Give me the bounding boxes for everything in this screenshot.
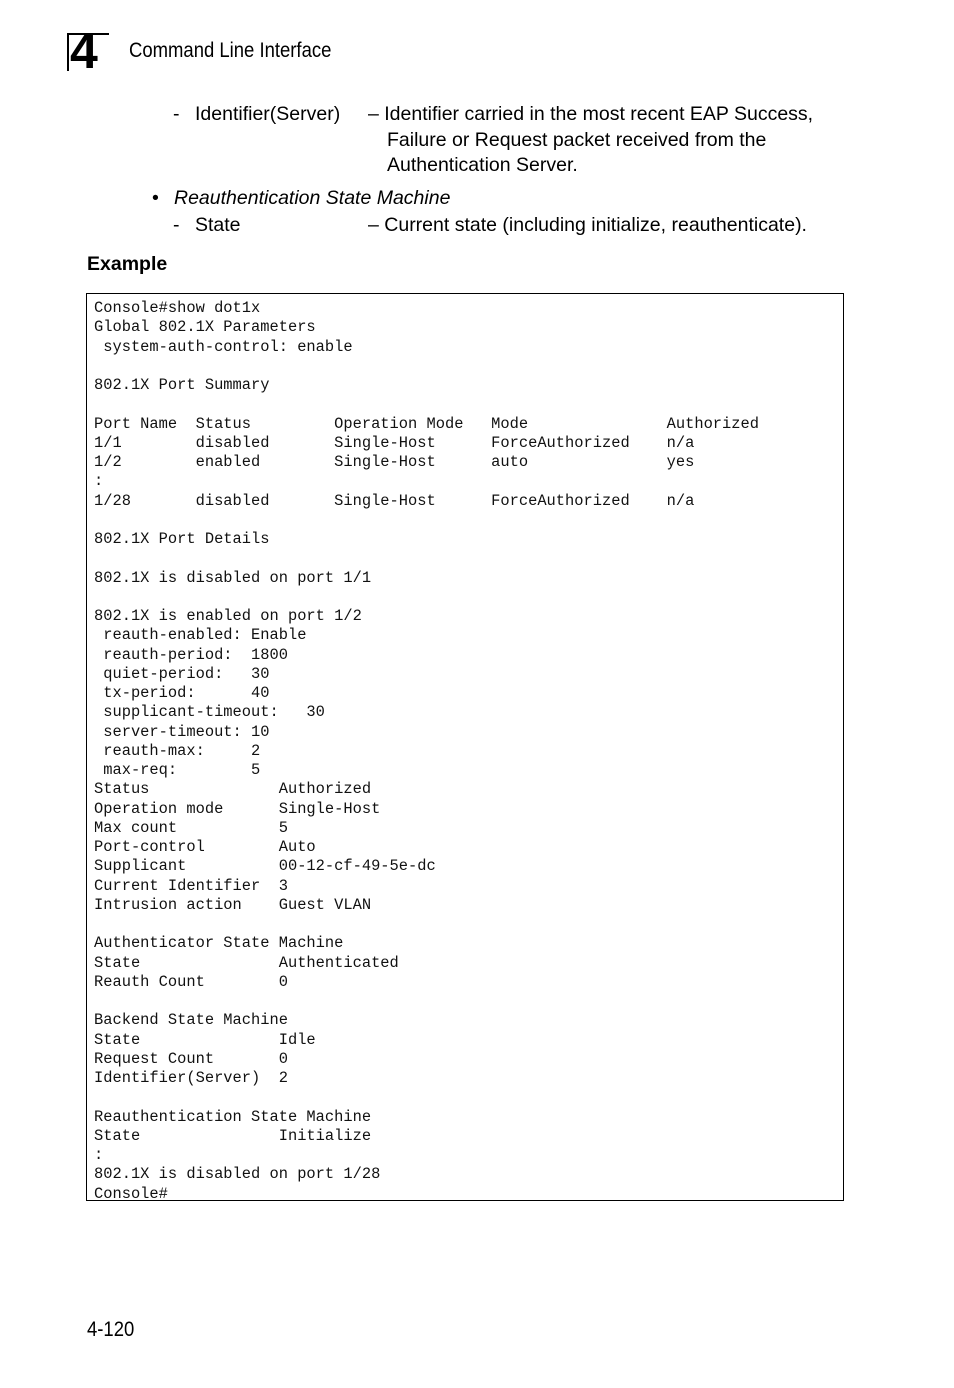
identifier-item-dash: -	[173, 103, 180, 125]
identifier-item-desc-line-3: Authentication Server.	[387, 154, 578, 176]
state-item-dash: -	[173, 214, 180, 236]
page-number: 4-120	[87, 1318, 135, 1341]
chapter-number: 4	[70, 23, 98, 79]
state-item-desc: – Current state (including initialize, reauthenticate).	[368, 214, 807, 236]
identifier-item-term: Identifier(Server)	[195, 103, 341, 125]
code-example-box	[86, 293, 844, 1201]
example-heading: Example	[87, 253, 168, 275]
code-example-text: Console#show dot1x Global 802.1X Parameters system-auth-control: enable 802.1X Port Summary Port Name Status Operation Mode Mode Authorized 1/1 disabled Single-Host ForceAuthorized n/a 1/2 enabled Single-Host auto yes : 1/28 disabled Single-Host ForceAuthorized n/a 802.1X Port Details 802.1X is disabled on port 1/1 802.1X is enabled on port 1/2 reauth-enabled: Enable reauth-period: 1800 quiet-period: 30 tx-period: 40 supplicant-timeout: 30 server-timeout: 10 reauth-max: 2 max-req: 5 Status Authorized Operation mode Single-Host Max count 5 Port-control Auto Supplicant 00-12-cf-49-5e-dc Current Identifier 3 Intrusion action Guest VLAN Authenticator State Machine State Authenticated Reauth Count 0 Backend State Machine State Idle Request Count 0 Identifier(Server) 2 Reauthentication State Machine State Initialize : 802.1X is disabled on port 1/28 Console#	[94, 299, 759, 1203]
reauth-bullet-marker: •	[152, 187, 159, 209]
reauth-bullet-label: Reauthentication State Machine	[174, 187, 451, 209]
identifier-item-desc-line-1: – Identifier carried in the most recent EAP Success,	[368, 103, 814, 125]
header-title: Command Line Interface	[129, 39, 332, 62]
identifier-item-desc-line-2: Failure or Request packet received from the	[387, 129, 767, 151]
state-item-term: State	[195, 214, 241, 236]
